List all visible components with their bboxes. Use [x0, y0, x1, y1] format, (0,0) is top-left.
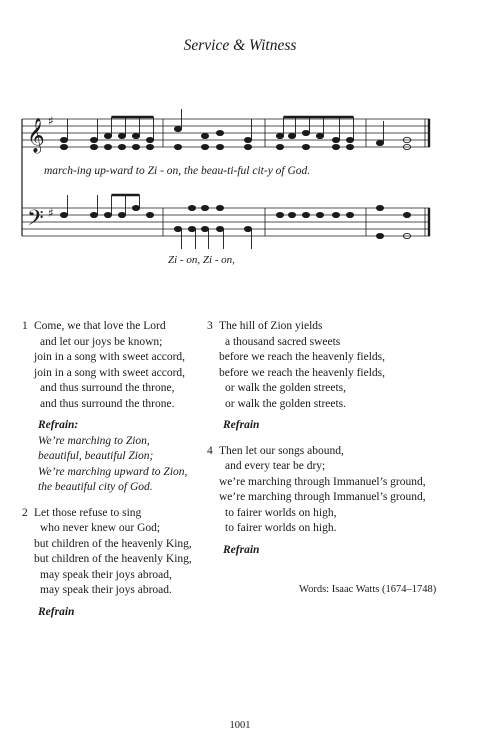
stanza-line: before we reach the heavenly fields, — [219, 366, 386, 379]
treble-lyrics: march-ing up-ward to Zi - on, the beau-ti-ful cit-y of God. — [44, 165, 311, 177]
stanza-number: 3 — [207, 320, 213, 332]
section-title: Service & Witness — [183, 37, 297, 54]
stanza-3 — [207, 319, 457, 434]
stanza-line: a thousand sacred sweets — [225, 335, 341, 348]
stanza-line: and thus surround the throne. — [40, 397, 175, 410]
refrain-line: the beautiful city of God. — [38, 481, 153, 493]
refrain-line: beautiful, beautiful Zion; — [38, 450, 154, 462]
refrain-label: Refrain — [223, 419, 260, 431]
stanza-line: and let our joys be known; — [40, 335, 163, 348]
stanza-line: but children of the heavenly King, — [34, 537, 192, 550]
music-score — [0, 105, 480, 265]
stanza-number: 1 — [22, 320, 28, 332]
stanza-line: and every tear be dry; — [225, 460, 326, 472]
svg-text:♯: ♯ — [48, 206, 54, 220]
refrain-line: We’re marching upward to Zion, — [38, 465, 188, 478]
stanza-line: Come, we that love the Lord — [34, 320, 166, 332]
stanza-line: may speak their joys abroad, — [40, 568, 172, 581]
lyrics-left-column — [22, 319, 207, 630]
bass-clef-icon: 𝄢 — [27, 206, 44, 236]
refrain-line: We’re marching to Zion, — [38, 434, 150, 447]
stanza-line: Then let our songs abound, — [219, 444, 344, 457]
bass-lyrics: Zi - on, Zi - on, — [168, 254, 235, 266]
stanza-line: but children of the heavenly King, — [34, 553, 192, 565]
svg-text:♯: ♯ — [48, 114, 54, 128]
stanza-line: we’re marching through Immanuel’s ground, — [219, 475, 426, 488]
stanza-line: and thus surround the throne, — [40, 382, 175, 394]
stanza-line: before we reach the heavenly fields, — [219, 351, 386, 363]
stanza-line: The hill of Zion yields — [219, 320, 323, 332]
lyrics-right-column — [207, 319, 457, 568]
stanza-line: or walk the golden streets. — [225, 397, 347, 410]
stanza-line: who never knew our God; — [40, 522, 161, 534]
refrain-label: Refrain — [223, 543, 260, 556]
stanza-line: join in a song with sweet accord, — [34, 366, 186, 379]
refrain-label: Refrain — [38, 605, 75, 618]
stanza-line: may speak their joys abroad. — [40, 584, 172, 596]
refrain-label: Refrain: — [38, 419, 79, 431]
stanza-line: Let those refuse to sing — [34, 506, 142, 519]
stanza-line: to fairer worlds on high, — [225, 506, 337, 519]
words-credit: Words: Isaac Watts (1674–1748) — [299, 584, 437, 595]
stanza-2 — [22, 506, 207, 621]
stanza-line: or walk the golden streets, — [225, 382, 347, 394]
stanza-4 — [207, 444, 457, 559]
stanza-line: join in a song with sweet accord, — [34, 351, 186, 363]
stanza-line: we’re marching through Immanuel’s ground, — [219, 491, 426, 503]
stanza-number: 4 — [207, 444, 213, 457]
stanza-number: 2 — [22, 506, 28, 519]
page-number: 1001 — [229, 720, 251, 731]
stanza-1 — [22, 319, 207, 496]
stanza-line: to fairer worlds on high. — [225, 522, 337, 534]
treble-clef-icon: 𝄞 — [27, 118, 45, 153]
